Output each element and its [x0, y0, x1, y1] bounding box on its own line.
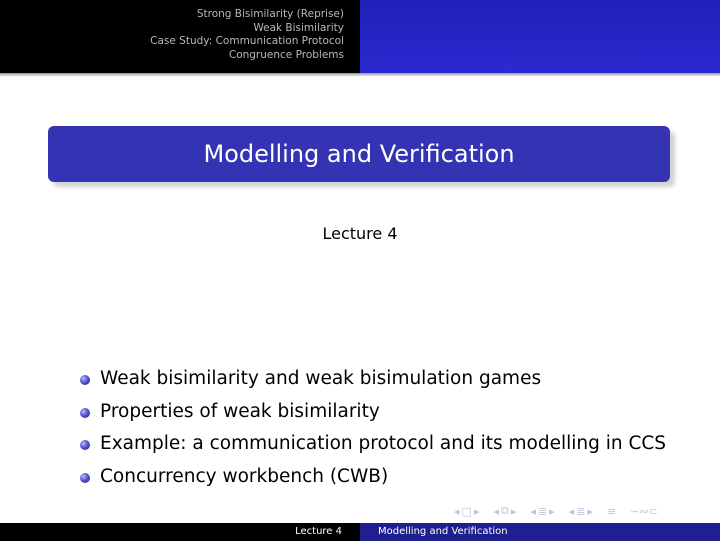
bullet-ball-icon: [80, 440, 90, 450]
slide-subtitle: Lecture 4: [322, 224, 398, 243]
subsection-icon[interactable]: ⧉: [501, 504, 509, 517]
frame-next-icon[interactable]: ▸: [473, 504, 480, 518]
footer-title: Modelling and Verification: [378, 526, 508, 537]
subsection-prev-icon[interactable]: ◂: [493, 504, 499, 518]
doc-next-icon[interactable]: ▸: [587, 504, 593, 518]
section-prev-icon[interactable]: ◂: [530, 504, 536, 518]
section-navigation: [24, 8, 344, 62]
bullet-list: [78, 365, 666, 496]
bullet-item: [78, 430, 666, 463]
bullet-item: [78, 365, 666, 398]
bullet-item: [78, 398, 666, 431]
frame-icon[interactable]: □: [461, 504, 472, 518]
nav-section-weak-bisimilarity[interactable]: Weak Bisimilarity: [253, 21, 344, 34]
align-icon[interactable]: ≡: [606, 504, 617, 518]
bullet-text: Weak bisimilarity and weak bisimulation games: [100, 368, 542, 389]
frame-prev-icon[interactable]: ◂: [454, 504, 460, 518]
bullet-ball-icon: [80, 473, 90, 483]
subsection-next-icon[interactable]: ▸: [510, 504, 517, 518]
slide-title: Modelling and Verification: [203, 140, 515, 168]
header-right-band: [360, 0, 720, 73]
nav-section-congruence-problems[interactable]: Congruence Problems: [228, 48, 344, 61]
nav-section-case-study[interactable]: Case Study: Communication Protocol: [150, 35, 344, 47]
beamer-navigation-symbols: [454, 503, 660, 519]
bullet-text: Properties of weak bisimilarity: [100, 400, 380, 422]
header-shadow: [0, 73, 720, 77]
section-icon[interactable]: ≣: [537, 504, 548, 518]
doc-prev-icon[interactable]: ◂: [568, 504, 575, 518]
doc-icon[interactable]: ≣: [576, 504, 586, 518]
section-next-icon[interactable]: ▸: [549, 504, 555, 518]
footer-left: [0, 523, 360, 541]
bullet-ball-icon: [80, 408, 90, 418]
footer-lecture: Lecture 4: [295, 526, 342, 537]
slide-title-box: [48, 126, 670, 182]
bullet-ball-icon: [80, 375, 90, 385]
bullet-text: Concurrency workbench (CWB): [100, 466, 389, 488]
search-icon[interactable]: ∽∾⊂: [630, 504, 658, 518]
nav-section-strong-bisimilarity[interactable]: Strong Bisimilarity (Reprise): [196, 8, 344, 20]
footer-right: [360, 523, 720, 541]
bullet-item: [78, 463, 666, 496]
bullet-text: Example: a communication protocol and its modelling in CCS: [100, 433, 667, 455]
